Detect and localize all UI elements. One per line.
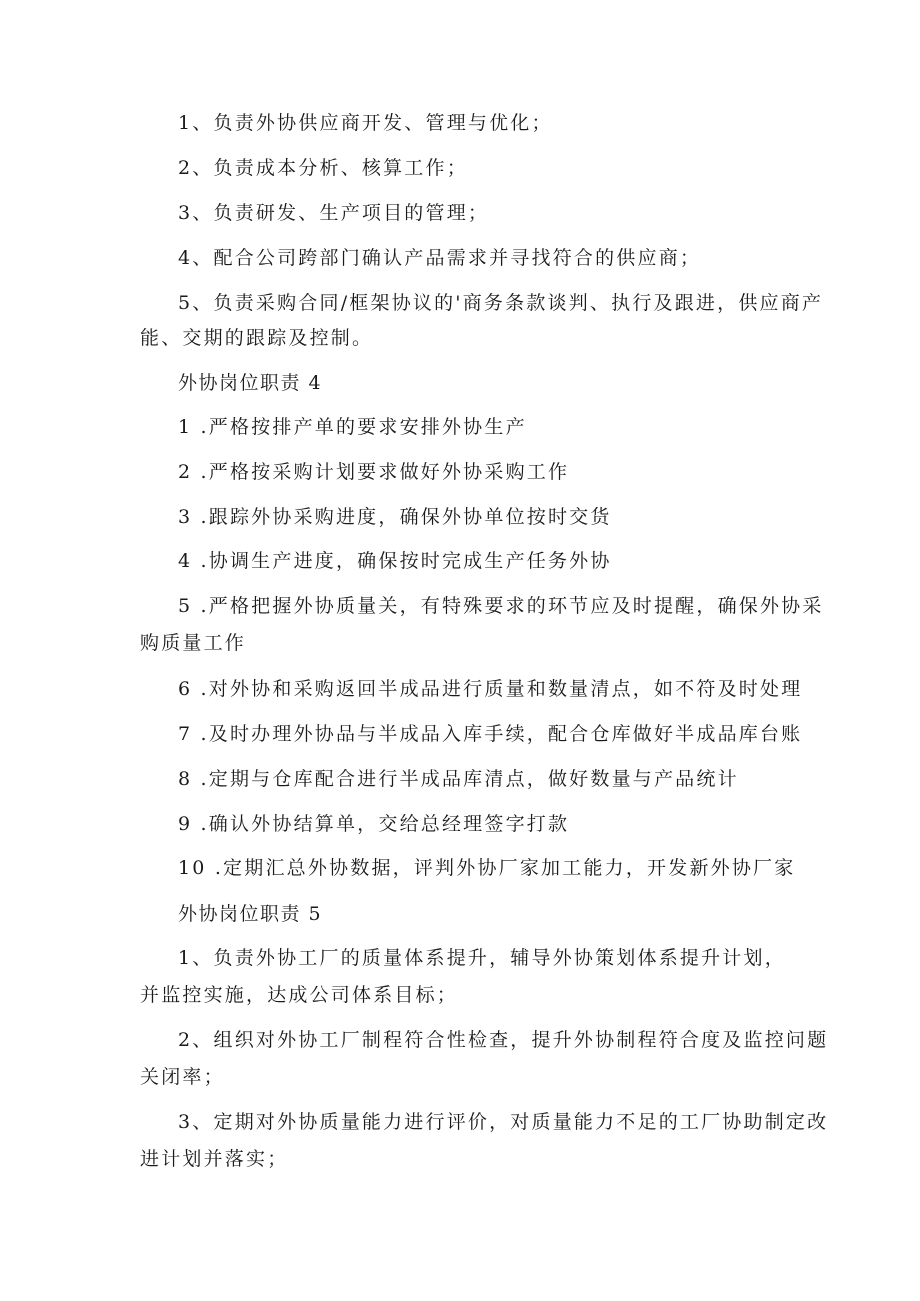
list-item-continuation: 购质量工作 bbox=[140, 632, 247, 654]
section-heading: 外协岗位职责 5 bbox=[178, 903, 323, 925]
paragraph-line: 1、负责外协供应商开发、管理与优化； bbox=[178, 112, 553, 134]
list-item: 2、组织对外协工厂制程符合性检查，提升外协制程符合度及监控问题 bbox=[178, 1029, 829, 1051]
list-item: 10 .定期汇总外协数据，评判外协厂家加工能力，开发新外协厂家 bbox=[178, 857, 796, 879]
paragraph-line: 2、负责成本分析、核算工作； bbox=[178, 157, 468, 179]
paragraph-line: 5、负责采购合同/框架协议的'商务条款谈判、执行及跟进，供应商产 bbox=[178, 292, 824, 314]
list-item: 4 .协调生产进度，确保按时完成生产任务外协 bbox=[178, 550, 612, 572]
paragraph-line: 能、交期的跟踪及控制。 bbox=[140, 327, 374, 349]
list-item: 1 .严格按排产单的要求安排外协生产 bbox=[178, 416, 527, 438]
section-heading: 外协岗位职责 4 bbox=[178, 372, 323, 394]
list-item: 7 .及时办理外协品与半成品入库手续，配合仓库做好半成品库台账 bbox=[178, 723, 803, 745]
list-item: 2 .严格按采购计划要求做好外协采购工作 bbox=[178, 461, 570, 483]
paragraph-line: 3、负责研发、生产项目的管理； bbox=[178, 202, 490, 224]
list-item: 6 .对外协和采购返回半成品进行质量和数量清点，如不符及时处理 bbox=[178, 678, 803, 700]
list-item-continuation: 进计划并落实； bbox=[140, 1148, 289, 1170]
list-item: 3 .跟踪外协采购进度，确保外协单位按时交货 bbox=[178, 506, 612, 528]
list-item: 9 .确认外协结算单，交给总经理签字打款 bbox=[178, 813, 570, 835]
list-item: 1、负责外协工厂的质量体系提升，辅导外协策划体系提升计划， bbox=[178, 947, 786, 969]
list-item-continuation: 关闭率； bbox=[140, 1066, 225, 1088]
paragraph-line: 4、配合公司跨部门确认产品需求并寻找符合的供应商； bbox=[178, 247, 702, 269]
list-item: 5 .严格把握外协质量关，有特殊要求的环节应及时提醒，确保外协采 bbox=[178, 595, 824, 617]
list-item: 8 .定期与仓库配合进行半成品库清点，做好数量与产品统计 bbox=[178, 768, 739, 790]
list-item: 3、定期对外协质量能力进行评价，对质量能力不足的工厂协助制定改 bbox=[178, 1111, 829, 1133]
list-item-continuation: 并监控实施，达成公司体系目标； bbox=[140, 984, 459, 1006]
